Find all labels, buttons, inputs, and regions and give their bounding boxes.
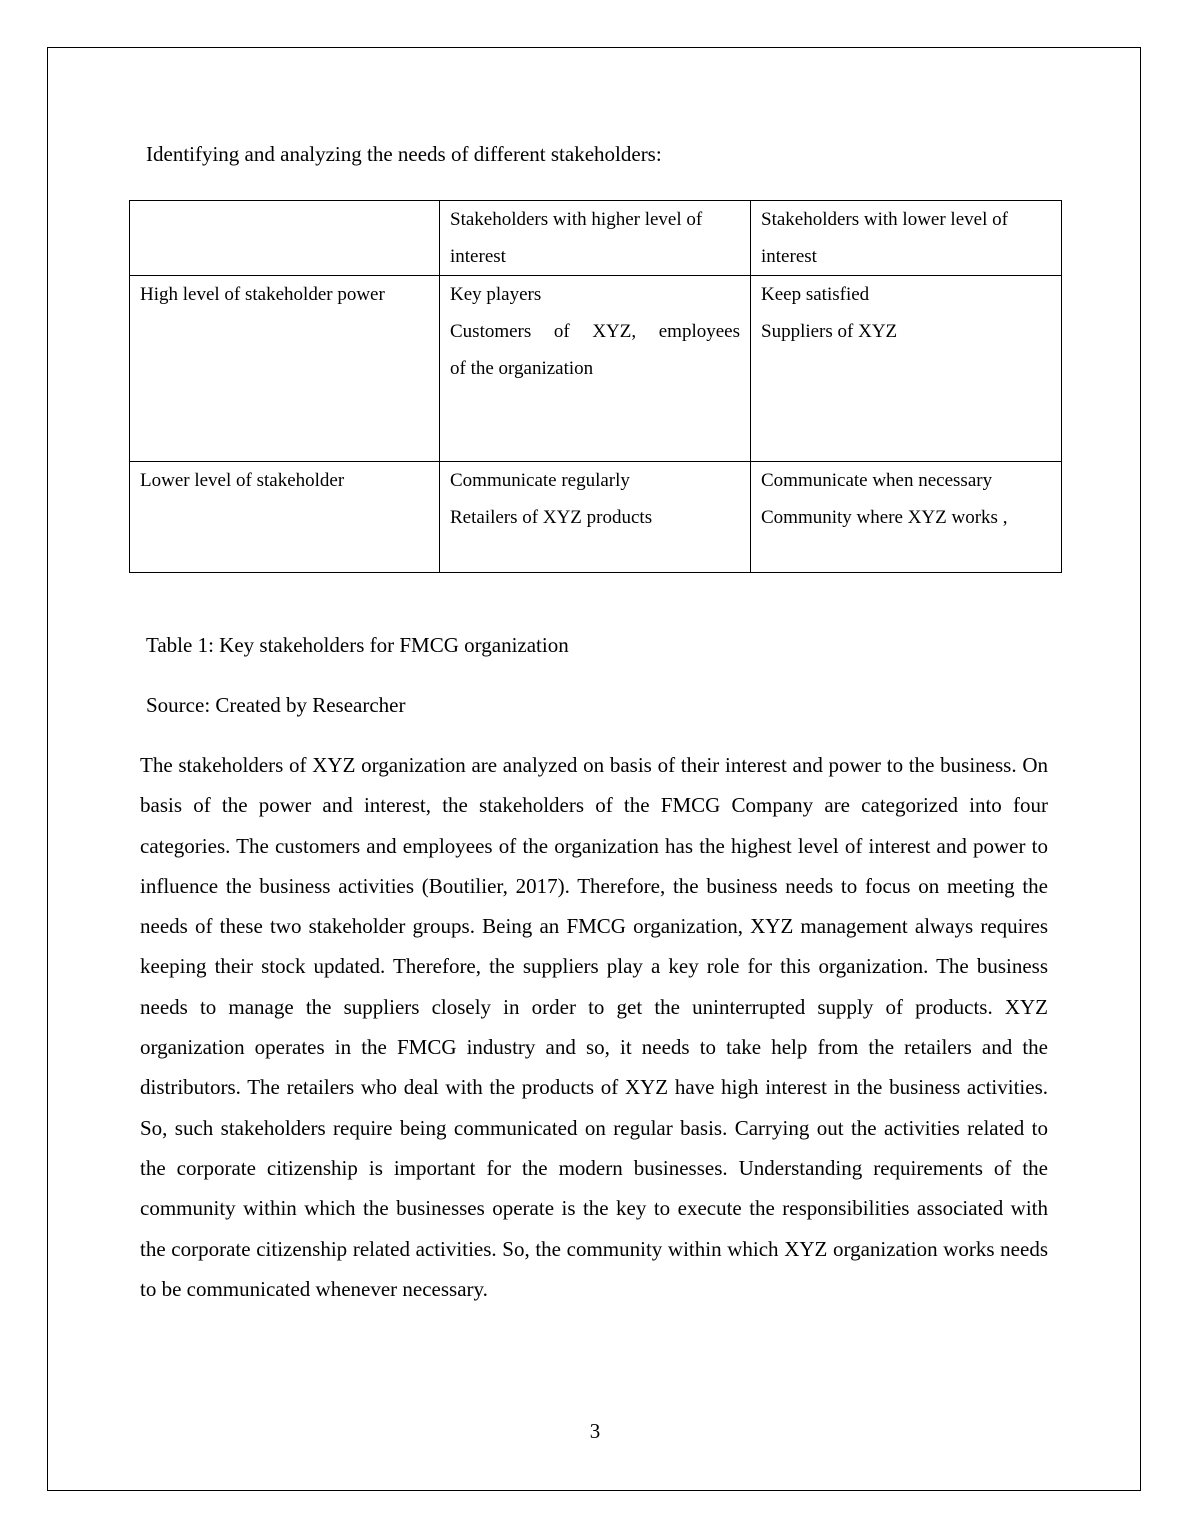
table-caption: Table 1: Key stakeholders for FMCG organization bbox=[146, 633, 569, 657]
row-label-text: High level of stakeholder power bbox=[140, 284, 385, 305]
cell-communicate-regularly bbox=[440, 462, 751, 573]
cell-text: of the organization bbox=[450, 358, 594, 379]
page-number: 3 bbox=[589, 1419, 601, 1443]
table-header-row bbox=[130, 201, 1062, 276]
cell-title: Communicate regularly bbox=[450, 470, 630, 491]
table-row bbox=[130, 462, 1062, 573]
source-caption: Source: Created by Researcher bbox=[146, 693, 406, 717]
cell-key-players bbox=[440, 276, 751, 462]
body-paragraph: The stakeholders of XYZ organization are analyzed on basis of their interest and power to the business. On basis of the power and interest, the stakeholders of the FMCG Company are categorized into four categories. The customers and employees of the organization has the highest level of interest and power to influence the business activities (Boutilier, 2017). Therefore, the business needs to focus on meeting the needs of these two stakeholder groups. Being an FMCG organization, XYZ management always requires keeping their stock updated. Therefore, the suppliers play a key role for this organization. The business needs to manage the suppliers closely in order to get the uninterrupted supply of products. XYZ organization operates in the FMCG industry and so, it needs to take help from the retailers and the distributors. The retailers who deal with the products of XYZ have high interest in the business activities. So, such stakeholders require being communicated on regular basis. Carrying out the activities related to the corporate citizenship is important for the modern businesses. Understanding requirements of the community within which the businesses operate is the key to execute the responsibilities associated with the corporate citizenship related activities. So, the community within which XYZ organization works needs to be communicated whenever necessary. bbox=[140, 753, 1048, 1301]
cell-title: Key players bbox=[450, 284, 542, 305]
row-label-low-power bbox=[130, 462, 440, 573]
table-row bbox=[130, 276, 1062, 462]
row-label-high-power bbox=[130, 276, 440, 462]
cell-text: Suppliers of XYZ bbox=[761, 321, 898, 342]
table-corner-cell bbox=[130, 201, 440, 276]
cell-text: Community where XYZ works , bbox=[761, 507, 1008, 528]
header-high-interest: Stakeholders with higher level of interest bbox=[440, 201, 751, 276]
cell-keep-satisfied bbox=[751, 276, 1062, 462]
stakeholder-matrix-table bbox=[129, 200, 1062, 573]
section-heading: Identifying and analyzing the needs of different stakeholders: bbox=[146, 142, 662, 166]
cell-title: Keep satisfied bbox=[761, 284, 870, 305]
cell-title: Communicate when necessary bbox=[761, 470, 993, 491]
cell-communicate-when-necessary bbox=[751, 462, 1062, 573]
header-low-interest: Stakeholders with lower level of interest bbox=[751, 201, 1062, 276]
cell-text: Retailers of XYZ products bbox=[450, 507, 653, 528]
cell-text: Customers of XYZ, employees bbox=[450, 321, 740, 342]
row-label-text: Lower level of stakeholder bbox=[140, 470, 345, 491]
